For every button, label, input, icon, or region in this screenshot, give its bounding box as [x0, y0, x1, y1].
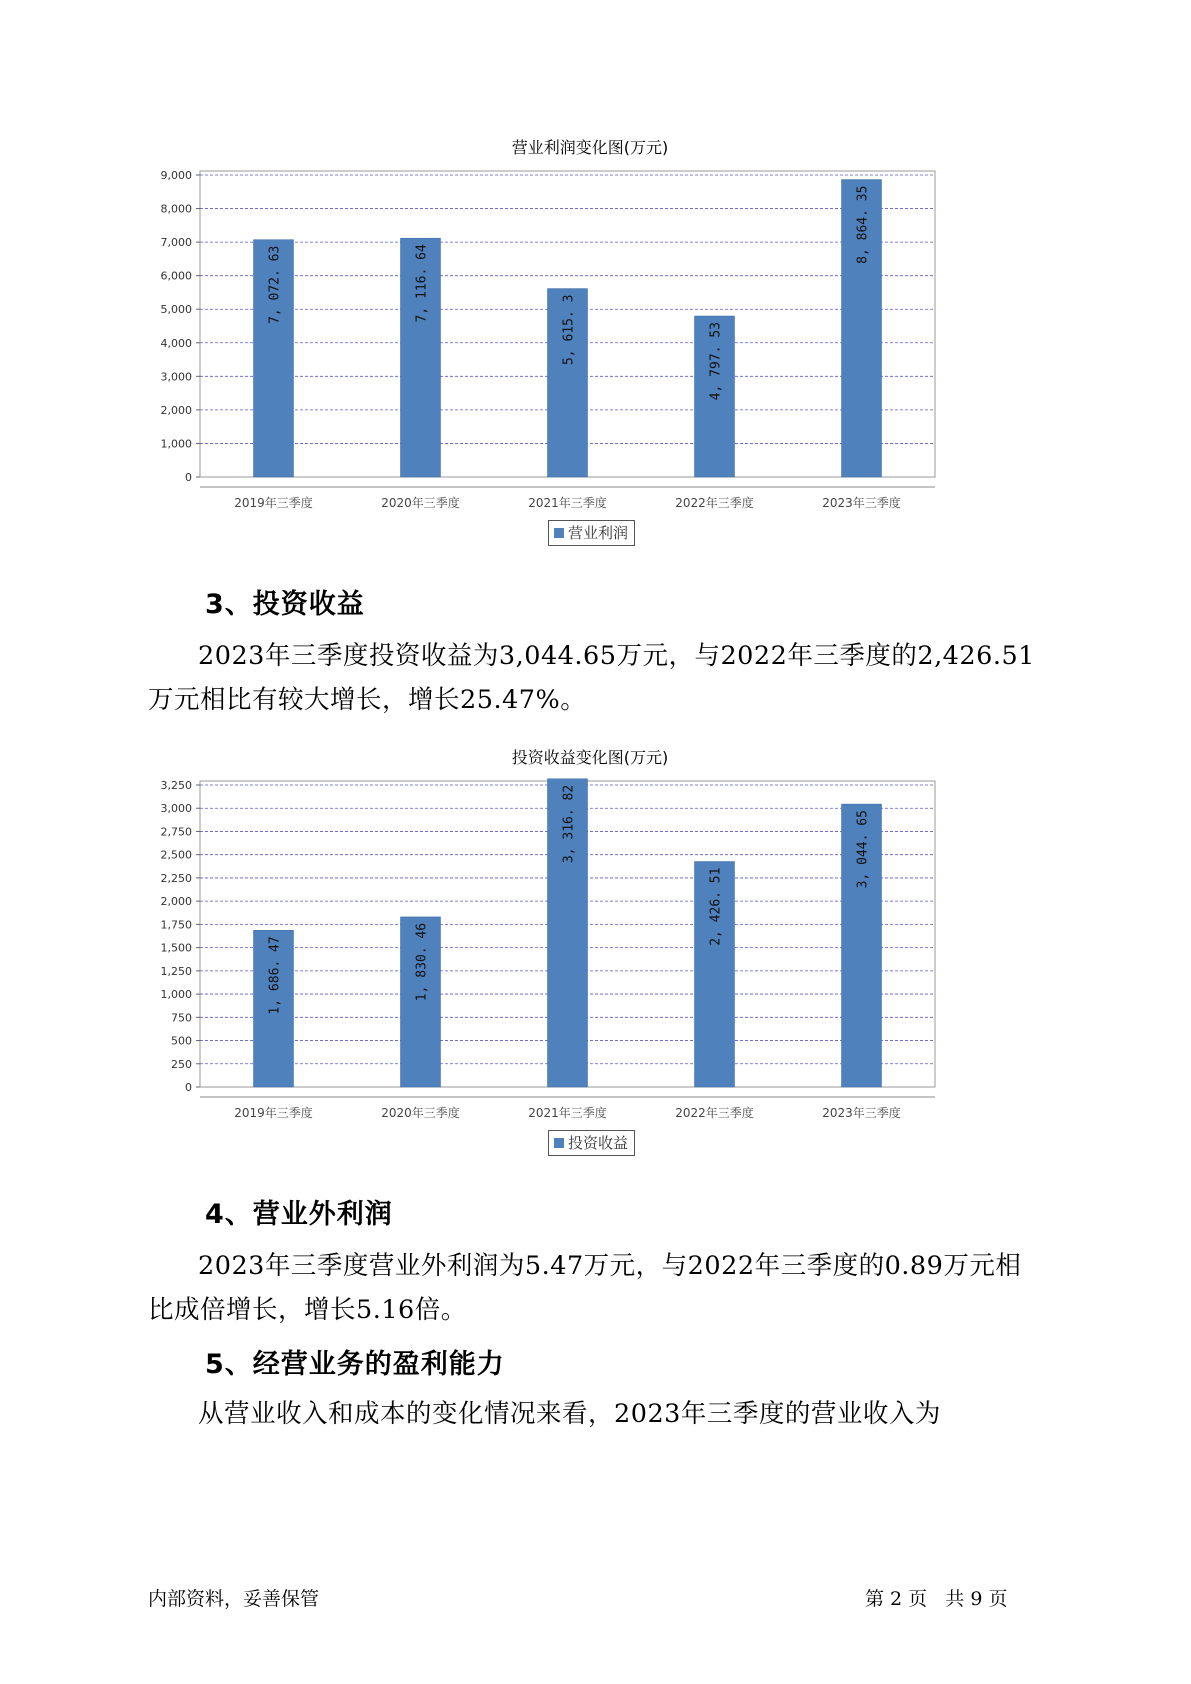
section-3-heading: 3、投资收益: [205, 589, 365, 620]
legend-label: 营业利润: [568, 524, 629, 542]
y-tick-label: 1,250: [160, 964, 192, 978]
y-tick-label: 1,500: [160, 941, 192, 955]
x-tick-label: 2021年三季度: [528, 1106, 607, 1120]
section-4-heading: 4、营业外利润: [205, 1199, 393, 1230]
chart-legend: [548, 1130, 635, 1156]
paragraph-line: 万元相比有较大增长，增长25.47%。: [148, 685, 587, 715]
x-tick-label: 2020年三季度: [381, 1106, 460, 1120]
x-tick-label: 2019年三季度: [234, 1106, 313, 1120]
bar-data-label: 1, 830. 46: [414, 922, 430, 1002]
x-tick-label: 2021年三季度: [528, 496, 607, 510]
y-tick-label: 8,000: [160, 202, 192, 216]
y-tick-label: 250: [171, 1057, 192, 1071]
y-tick-label: 2,000: [160, 895, 192, 909]
paragraph-line: 2023年三季度投资收益为3,044.65万元，与2022年三季度的2,426.51: [198, 641, 1035, 671]
legend-label: 投资收益: [568, 1134, 629, 1152]
y-tick-label: 1,000: [160, 437, 192, 451]
y-tick-label: 7,000: [160, 236, 192, 250]
bar-data-label: 3, 044. 65: [855, 810, 871, 889]
chart-title: 营业利润变化图(万元): [511, 138, 669, 157]
y-tick-label: 3,000: [160, 370, 192, 384]
x-tick-label: 2022年三季度: [675, 496, 754, 510]
investment-income-chart: [160, 745, 1020, 1165]
chart-title: 投资收益变化图(万元): [511, 748, 669, 767]
y-tick-label: 3,000: [160, 802, 192, 816]
bar-data-label: 5, 615. 3: [561, 294, 577, 366]
bar-data-label: 4, 797. 53: [708, 322, 724, 401]
y-tick-label: 4,000: [160, 336, 192, 350]
section-5-heading: 5、经营业务的盈利能力: [205, 1349, 505, 1380]
paragraph-line: 从营业收入和成本的变化情况来看，2023年三季度的营业收入为: [198, 1399, 941, 1429]
x-tick-label: 2023年三季度: [822, 1106, 901, 1120]
section-4-paragraph: [148, 1244, 1048, 1332]
y-tick-label: 0: [185, 471, 192, 484]
y-tick-label: 2,750: [160, 825, 192, 839]
paragraph-line: 比成倍增长，增长5.16倍。: [148, 1295, 467, 1325]
section-5-paragraph: [148, 1392, 1048, 1436]
section-3-paragraph: [148, 634, 1048, 722]
bar-data-label: 8, 864. 35: [855, 185, 871, 264]
bar-data-label: 1, 686. 47: [267, 936, 283, 1015]
y-tick-label: 9,000: [160, 169, 192, 182]
x-tick-label: 2019年三季度: [234, 496, 313, 510]
x-tick-label: 2022年三季度: [675, 1106, 754, 1120]
footer-page-number: 第 2 页 共 9 页: [865, 1588, 1008, 1610]
y-tick-label: 750: [171, 1011, 192, 1025]
y-tick-label: 0: [185, 1081, 192, 1094]
chart-plot: [160, 165, 1020, 545]
legend-swatch: [554, 1138, 564, 1148]
y-tick-label: 2,250: [160, 871, 192, 885]
chart-legend: [548, 520, 635, 546]
y-tick-label: 6,000: [160, 269, 192, 283]
y-tick-label: 500: [171, 1034, 192, 1048]
paragraph-line: 2023年三季度营业外利润为5.47万元，与2022年三季度的0.89万元相: [198, 1251, 1022, 1281]
x-tick-label: 2020年三季度: [381, 496, 460, 510]
y-tick-label: 1,000: [160, 988, 192, 1002]
y-tick-label: 2,500: [160, 848, 192, 862]
bar-data-label: 2, 426. 51: [708, 867, 724, 946]
footer-left: 内部资料，妥善保管: [148, 1588, 320, 1610]
bar-data-label: 3, 316. 82: [561, 784, 577, 864]
y-tick-label: 1,750: [160, 918, 192, 932]
chart-plot: [160, 775, 1020, 1155]
bar-data-label: 7, 072. 63: [267, 245, 283, 324]
y-tick-label: 3,250: [160, 779, 192, 792]
y-tick-label: 5,000: [160, 303, 192, 317]
bar-data-label: 7, 116. 64: [414, 244, 430, 323]
x-tick-label: 2023年三季度: [822, 496, 901, 510]
legend-swatch: [554, 528, 564, 538]
operating-profit-chart: [160, 135, 1020, 555]
y-tick-label: 2,000: [160, 403, 192, 417]
